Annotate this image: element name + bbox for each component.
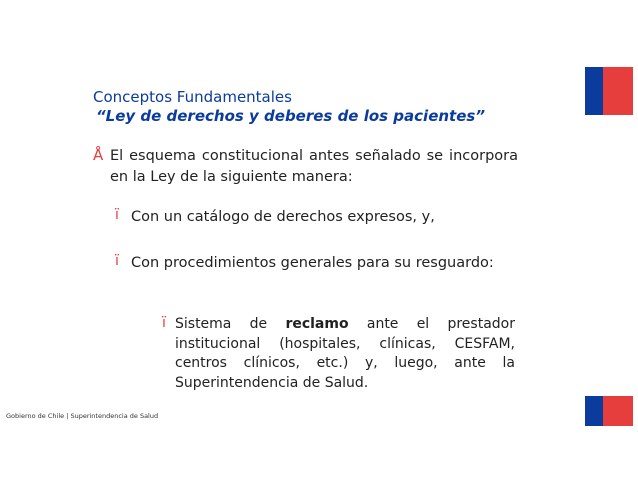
page-subtitle: “Ley de derechos y deberes de los pacientes” [96, 107, 485, 125]
logo-blue-block [585, 396, 603, 426]
sub-bullet-2 [115, 253, 515, 274]
logo-blue-block [585, 67, 603, 115]
logo-red-block [603, 396, 633, 426]
sub-sub-bullet-text [175, 315, 515, 393]
reclamo-pre-text: Sistema de [175, 316, 286, 332]
sub-sub-bullet [162, 315, 515, 393]
bullet-marker: Å [93, 146, 104, 164]
reclamo-post-text: ante el prestador institucional (hospitales, clínicas, CESFAM, centros clínicos, etc.) y, luego, ante la Superintendencia de Salud. [175, 316, 515, 391]
sub-bullet-1 [115, 207, 515, 228]
sub-bullet-2-text: Con procedimientos generales para su resguardo: [131, 255, 494, 271]
logo-red-block [603, 67, 633, 115]
main-bullet-text: El esquema constitucional antes señalado se incorpora en la Ley de la siguiente manera: [110, 148, 518, 185]
bullet-marker: ï [115, 253, 119, 269]
chile-flag-logo-bottom [585, 396, 633, 426]
reclamo-bold-text: reclamo [285, 316, 349, 332]
chile-flag-logo-top [585, 67, 633, 115]
bullet-marker: ï [115, 207, 119, 223]
page-title: Conceptos Fundamentales [93, 88, 292, 106]
footer-text: Gobierno de Chile | Superintendencia de Salud [6, 412, 159, 420]
sub-bullet-1-text: Con un catálogo de derechos expresos, y, [131, 209, 435, 225]
main-bullet [93, 146, 518, 188]
bullet-marker: ï [162, 315, 166, 331]
